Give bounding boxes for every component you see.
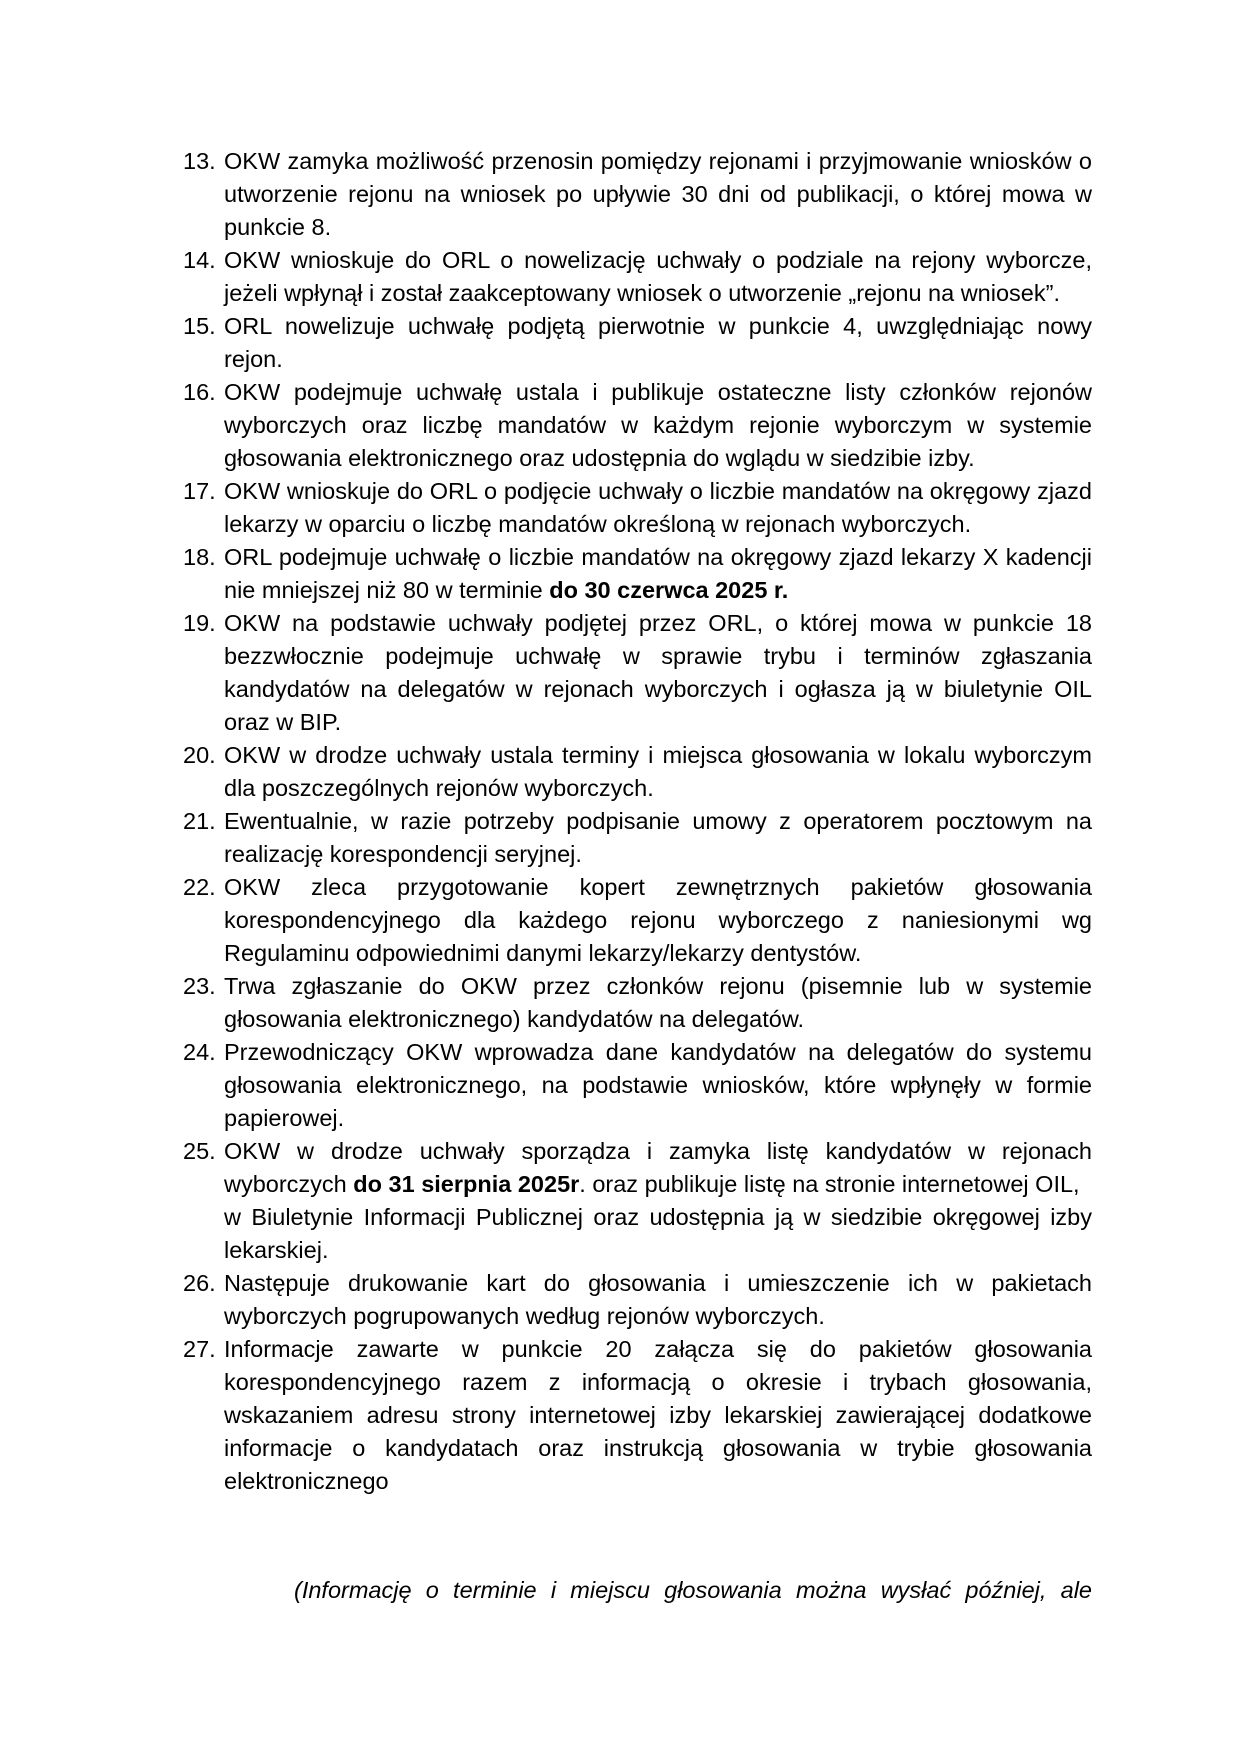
item-text: Ewentualnie, w razie potrzeby podpisanie umowy z operatorem pocztowym na realizację korespondencji seryjnej. bbox=[224, 808, 1092, 867]
italic-note: (Informację o terminie i miejscu głosowania można wysłać później, ale bbox=[294, 1577, 1092, 1603]
item-text: Przewodniczący OKW wprowadza dane kandydatów na delegatów do systemu głosowania elektronicznego, na podstawie wniosków, które wpłynęły w formie papierowej. bbox=[224, 1039, 1092, 1131]
deadline-bold: do 31 sierpnia 2025r bbox=[353, 1171, 580, 1197]
list-item-22 bbox=[183, 871, 1092, 970]
list-item-20 bbox=[183, 739, 1092, 805]
item-number: 18. bbox=[183, 544, 216, 570]
item-text: OKW wnioskuje do ORL o nowelizację uchwały o podziale na rejony wyborcze, jeżeli wpłynął i został zaakceptowany wniosek o utworzenie „rejonu na wniosek”. bbox=[224, 247, 1092, 306]
item-number: 14. bbox=[183, 247, 216, 273]
item-text: ORL nowelizuje uchwałę podjętą pierwotnie w punkcie 4, uwzględniając nowy rejon. bbox=[224, 313, 1092, 372]
item-text bbox=[224, 1135, 1092, 1267]
list-item-17 bbox=[183, 475, 1092, 541]
item-text: OKW podejmuje uchwałę ustala i publikuje ostateczne listy członków rejonów wyborczych oraz liczbę mandatów w każdym rejonie wyborczym w systemie głosowania elektronicznego oraz udostępnia do wglądu w siedzibie izby. bbox=[224, 379, 1092, 471]
list-item-25 bbox=[183, 1135, 1092, 1267]
list-item-24 bbox=[183, 1036, 1092, 1135]
item-number: 13. bbox=[183, 148, 216, 174]
item-text: OKW w drodze uchwały ustala terminy i miejsca głosowania w lokalu wyborczym dla poszczególnych rejonów wyborczych. bbox=[224, 742, 1092, 801]
item-text-part: w Biuletynie Informacji Publicznej oraz udostępnia ją w siedzibie okręgowej izby lekarskiej. bbox=[224, 1204, 1092, 1263]
item-text bbox=[224, 541, 1092, 607]
item-text: OKW na podstawie uchwały podjętej przez ORL, o której mowa w punkcie 18 bezzwłocznie podejmuje uchwałę w sprawie trybu i terminów zgłaszania kandydatów na delegatów w rejonach wyborczych i ogłasza ją w biuletynie OIL oraz w BIP. bbox=[224, 610, 1092, 735]
item-number: 22. bbox=[183, 874, 216, 900]
list-item-19 bbox=[183, 607, 1092, 739]
item-number: 19. bbox=[183, 610, 216, 636]
deadline-bold: do 30 czerwca 2025 r. bbox=[549, 577, 789, 603]
item-text: OKW zleca przygotowanie kopert zewnętrznych pakietów głosowania korespondencyjnego dla każdego rejonu wyborczego z naniesionymi wg Regulaminu odpowiednimi danymi lekarzy/lekarzy dentystów. bbox=[224, 874, 1092, 966]
item-text-part: OKW w drodze uchwały sporządza i zamyka listę kandydatów w rejonach wyborczych bbox=[224, 1138, 1092, 1197]
item-number: 21. bbox=[183, 808, 216, 834]
item-text-part: . oraz publikuje listę na stronie internetowej OIL, bbox=[579, 1171, 1080, 1197]
item-number: 26. bbox=[183, 1270, 216, 1296]
item-text: OKW wnioskuje do ORL o podjęcie uchwały o liczbie mandatów na okręgowy zjazd lekarzy w oparciu o liczbę mandatów określoną w rejonach wyborczych. bbox=[224, 478, 1092, 537]
item-number: 24. bbox=[183, 1039, 216, 1065]
list-item-15 bbox=[183, 310, 1092, 376]
list-item-23 bbox=[183, 970, 1092, 1036]
item-number: 25. bbox=[183, 1138, 216, 1164]
item-number: 17. bbox=[183, 478, 216, 504]
item-number: 23. bbox=[183, 973, 216, 999]
item-number: 27. bbox=[183, 1336, 216, 1362]
item-text: Następuje drukowanie kart do głosowania i umieszczenie ich w pakietach wyborczych pogrupowanych według rejonów wyborczych. bbox=[224, 1270, 1092, 1329]
list-item-26 bbox=[183, 1267, 1092, 1333]
item-text: Trwa zgłaszanie do OKW przez członków rejonu (pisemnie lub w systemie głosowania elektronicznego) kandydatów na delegatów. bbox=[224, 973, 1092, 1032]
list-item-16 bbox=[183, 376, 1092, 475]
list-item-27 bbox=[183, 1333, 1092, 1498]
list-item-21 bbox=[183, 805, 1092, 871]
item-text: Informacje zawarte w punkcie 20 załącza się do pakietów głosowania korespondencyjnego razem z informacją o okresie i trybach głosowania, wskazaniem adresu strony internetowej izby lekarskiej zawierającej dodatkowe informacje o kandydatach oraz instrukcją głosowania w trybie głosowania elektronicznego bbox=[224, 1336, 1092, 1494]
item-number: 16. bbox=[183, 379, 216, 405]
item-text-part: ORL podejmuje uchwałę o liczbie mandatów na okręgowy zjazd lekarzy X kadencji nie mniejszej niż 80 w terminie bbox=[224, 544, 1092, 603]
item-number: 15. bbox=[183, 313, 216, 339]
list-item-13 bbox=[183, 145, 1092, 244]
list-item-14 bbox=[183, 244, 1092, 310]
item-text: OKW zamyka możliwość przenosin pomiędzy rejonami i przyjmowanie wniosków o utworzenie rejonu na wniosek po upływie 30 dni od publikacji, o której mowa w punkcie 8. bbox=[224, 148, 1092, 240]
item-number: 20. bbox=[183, 742, 216, 768]
numbered-list bbox=[183, 145, 1092, 1498]
list-item-18 bbox=[183, 541, 1092, 607]
